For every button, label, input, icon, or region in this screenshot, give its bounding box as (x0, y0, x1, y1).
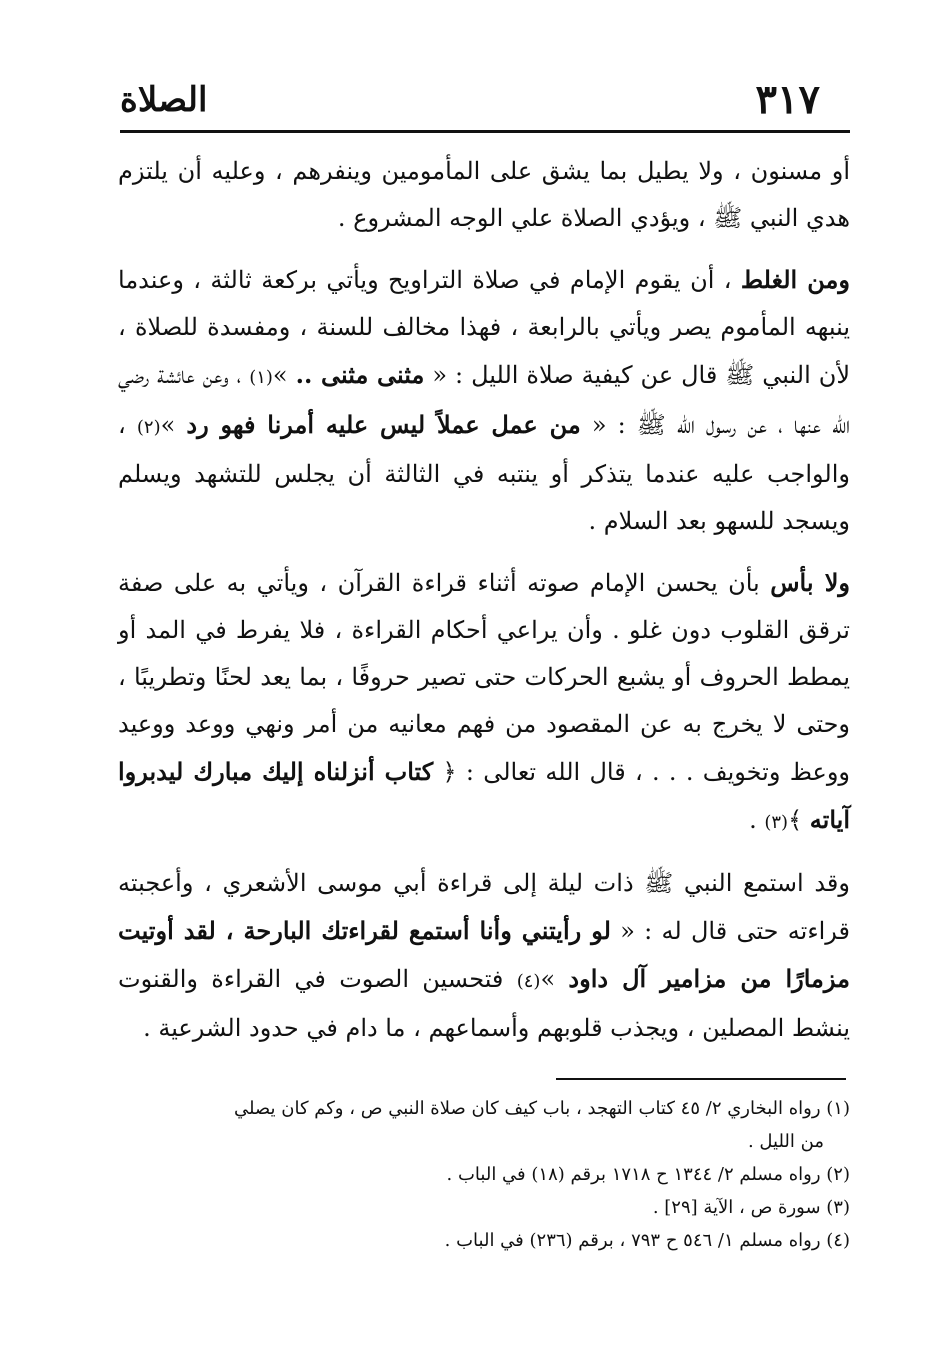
paragraph-text: » (160, 411, 187, 439)
paragraph-text: ، والواجب عليه عندما يتذكر أو ينتبه في الثالثة أن يجلس للتشهد ويسلم ويسجد للسهو بعد السلام . (118, 411, 850, 535)
paragraph-2 (118, 256, 850, 545)
paragraph-text: ، وعن عائشة رضي الله عنها ، عن رسول الله ﷺ : « (118, 361, 851, 439)
footnotes (118, 1092, 850, 1257)
paragraph-lead: ومن الغلط (740, 265, 851, 294)
paragraph-text: ﴾ (788, 806, 810, 834)
hadith-quote: مثنى مثنى .. (295, 360, 425, 389)
page-header (120, 72, 820, 128)
hadith-quote: لو رأيتني وأنا أستمع لقراءتك البارحة ، لقد أوتيت مزمارًا من مزامير آل داود (118, 916, 850, 993)
hadith-quote: من عمل عملاً ليس عليه أمرنا فهو رد (186, 410, 581, 439)
paragraph-3 (118, 559, 850, 846)
paragraph-1: أو مسنون ، ولا يطيل بما يشق على المأمومين وينفرهم ، وعليه أن يلتزم هدي النبي ﷺ ، ويؤدي الصلاة علي الوجه المشروع . (118, 157, 850, 232)
paragraph-text: بأن يحسن الإمام صوته أثناء قراءة القرآن ، ويأتي به على صفة ترقق القلوب دون غلو . وأن يراعي أحكام القراءة ، فلا يفرط في المد أو يمطط الحروف أو يشبع الحركات حتى تصير حروفًا ، بما يعد لحنًا وتطريبًا ، وحتى لا يخرج به عن المقصود من فهم معانيه من أمر ونهي ووعد ووعيد ووعظ وتخويف . . . ، قال الله تعالى : ﴿ (118, 569, 850, 786)
paragraph-text: ، أن يقوم الإمام في صلاة التراويح ويأتي بركعة ثالثة ، وعندما ينبهه المأموم يصر ويأتي بالرابعة ، فهذا مخالف للسنة ، ومفسدة للصلاة ، لأن النبي ﷺ قال عن كيفية صلاة الليل : « (118, 266, 851, 389)
section-title: الصلاة (120, 80, 208, 120)
quran-verse: كتاب أنزلناه إليك مبارك ليدبروا آياته (118, 757, 850, 834)
footnote-2: (٢) رواه مسلم ٢/ ١٣٤٤ ح ١٧١٨ برقم (١٨) في الباب . (446, 1164, 850, 1185)
footnote-ref: (٣) (764, 812, 789, 833)
footnote-ref: (١) (249, 367, 273, 388)
paragraph-4 (118, 860, 850, 1052)
page-number: ٣١٧ (755, 76, 820, 123)
main-text (118, 148, 850, 1066)
footnote-1: (١) رواه البخاري ٢/ ٤٥ كتاب التهجد ، باب كيف كان صلاة النبي ص ، وكم كان يصلي (233, 1098, 850, 1119)
footnote-3: (٣) سورة ص ، الآية [٢٩] . (652, 1197, 850, 1218)
header-divider (120, 130, 850, 133)
footnote-4: (٤) رواه مسلم ١/ ٥٤٦ ح ٧٩٣ ، برقم (٢٣٦) في الباب . (444, 1230, 850, 1251)
footnote-divider (556, 1078, 846, 1080)
paragraph-text: وقد استمع النبي ﷺ ذات ليلة إلى قراءة أبي موسى الأشعري ، وأعجبته قراءته حتى قال له : « (118, 869, 851, 945)
paragraph-text: » (540, 965, 569, 993)
paragraph-text: » (272, 361, 296, 389)
footnote-ref: (٤) (516, 971, 541, 992)
paragraph-lead: ولا بأس (770, 568, 851, 597)
footnote-ref: (٢) (136, 417, 161, 438)
footnote-1-continued: من الليل . (747, 1131, 824, 1152)
paragraph-text: . (749, 806, 765, 834)
paragraph-text: فتحسين الصوت في القراءة والقنوت ينشط المصلين ، ويجذب قلوبهم وأسماعهم ، ما دام في حدود الشرعية . (118, 965, 850, 1042)
